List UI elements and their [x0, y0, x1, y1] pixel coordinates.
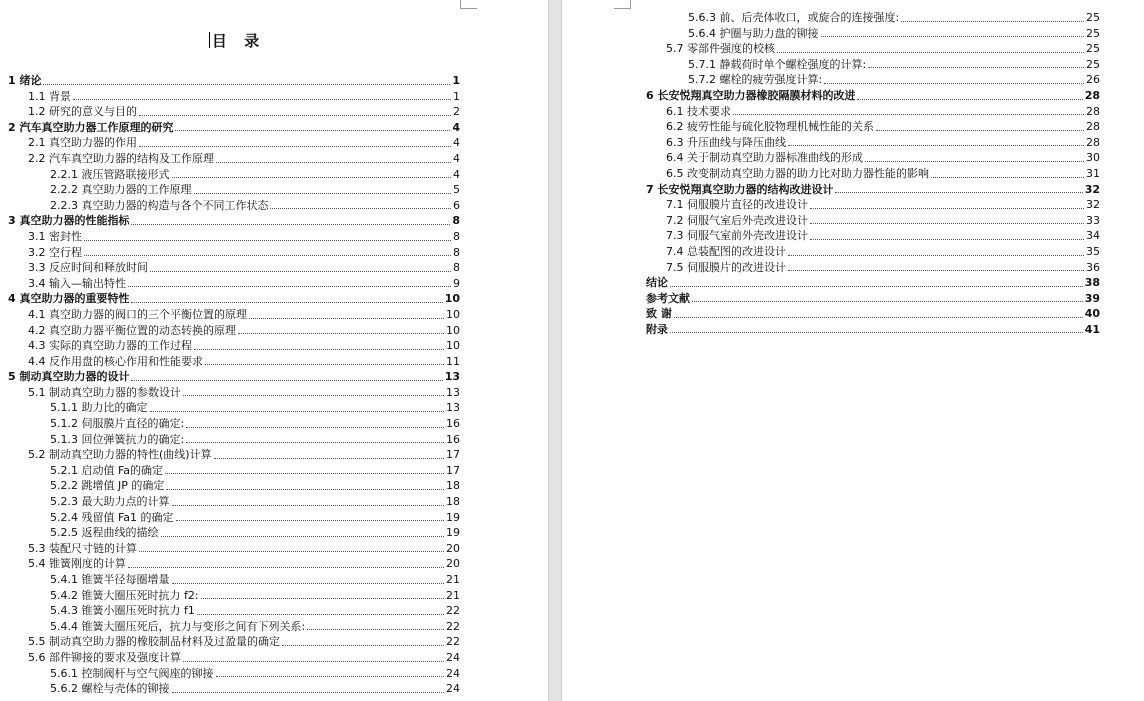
toc-entry[interactable] — [646, 306, 1100, 322]
toc-entry[interactable] — [646, 10, 1100, 26]
toc-entry-title: 5.6 部件铆接的要求及强度计算 — [28, 650, 181, 664]
toc-entry-title: 5.4.2 锥簧大圈压死时抗力 f2: — [50, 588, 199, 602]
toc-entry[interactable] — [646, 182, 1100, 198]
toc-page-number: 30 — [1086, 151, 1100, 165]
toc-dot-leader — [810, 222, 1084, 224]
toc-dot-leader — [205, 363, 444, 365]
toc-page-number: 22 — [446, 604, 460, 618]
toc-dot-leader — [201, 597, 444, 599]
toc-page-number: 2 — [453, 105, 460, 119]
toc-page-number: 25 — [1086, 11, 1100, 24]
toc-entry[interactable] — [646, 41, 1100, 57]
toc-entry[interactable] — [8, 167, 460, 183]
toc-entry[interactable] — [8, 541, 460, 557]
toc-page-number: 24 — [446, 682, 460, 696]
toc-dot-leader — [238, 332, 444, 334]
toc-page-number: 13 — [446, 385, 460, 399]
toc-page-number: 4 — [453, 167, 460, 181]
page-corner-mark — [614, 0, 631, 9]
toc-page-number: 18 — [446, 495, 460, 509]
toc-entry[interactable] — [8, 323, 460, 339]
toc-entry[interactable] — [8, 385, 460, 401]
toc-entry-title: 5.5 制动真空助力器的橡胶制品材料及过盈量的确定 — [28, 635, 280, 649]
toc-entry-title: 6 长安悦翔真空助力器橡胶隔膜材料的改进 — [646, 88, 856, 102]
toc-entry[interactable] — [8, 245, 460, 261]
toc-page-number: 4 — [453, 136, 460, 150]
toc-entry-title: 5.2 制动真空助力器的特性(曲线)计算 — [28, 448, 212, 462]
toc-entry-title: 7.5 伺服膜片的改进设计 — [666, 260, 786, 274]
toc-entry-title: 6.4 关于制动真空助力器标准曲线的形成 — [666, 151, 863, 165]
toc-dot-leader — [166, 488, 444, 490]
toc-entry-title: 6.2 疲劳性能与硫化胶物理机械性能的关系 — [666, 120, 874, 134]
toc-entry-title: 7.4 总装配图的改进设计 — [666, 244, 786, 258]
toc-entry[interactable] — [8, 416, 460, 432]
toc-entry[interactable] — [646, 213, 1100, 229]
toc-dot-leader — [835, 191, 1082, 193]
toc-entry[interactable] — [8, 89, 460, 105]
toc-page-number: 9 — [453, 276, 460, 290]
toc-entry[interactable] — [8, 650, 460, 666]
toc-page-number: 18 — [446, 479, 460, 493]
toc-page-number: 19 — [446, 526, 460, 540]
toc-entry-title: 5.4.4 锥簧大圈压死后，抗力与变形之间有下列关系: — [50, 619, 306, 633]
toc-dot-leader — [249, 317, 444, 319]
toc-page-number: 25 — [1086, 26, 1100, 40]
toc-dot-leader — [865, 160, 1084, 162]
toc-entry-title: 2.2.2 真空助力器的工作原理 — [50, 183, 192, 197]
toc-dot-leader — [788, 269, 1084, 271]
toc-dot-leader — [214, 457, 444, 459]
toc-dot-leader — [197, 613, 444, 615]
toc-page-number: 10 — [446, 307, 460, 321]
toc-entry[interactable] — [646, 244, 1100, 260]
toc-entry-title: 2 汽车真空助力器工作原理的研究 — [8, 120, 174, 134]
text-cursor — [209, 32, 210, 48]
toc-entry-title: 5.1.2 伺服膜片直径的确定: — [50, 417, 185, 431]
toc-page-number: 38 — [1084, 276, 1100, 290]
toc-page-number: 8 — [453, 229, 460, 243]
toc-entry-title: 4 真空助力器的重要特性 — [8, 292, 130, 306]
toc-dot-leader — [282, 644, 444, 646]
toc-dot-leader — [857, 98, 1082, 100]
toc-entry-title: 结论 — [646, 276, 668, 290]
toc-entry-title: 5.2.5 返程曲线的描绘 — [50, 526, 159, 540]
document-page-right — [562, 0, 1144, 701]
toc-dot-leader — [150, 270, 451, 272]
toc-page-number: 4 — [452, 120, 460, 134]
toc-entry[interactable] — [646, 150, 1100, 166]
toc-entry-title: 5.2.1 启动值 Fa的确定 — [50, 463, 164, 477]
toc-dot-leader — [824, 82, 1084, 84]
toc-entry[interactable] — [646, 72, 1100, 88]
toc-dot-leader — [216, 161, 451, 163]
toc-page-number: 6 — [453, 198, 460, 212]
toc-dot-leader — [194, 348, 444, 350]
toc-entry[interactable] — [8, 447, 460, 463]
toc-entry-title: 6.1 技术要求 — [666, 104, 731, 118]
toc-dot-leader — [139, 550, 444, 552]
toc-entry[interactable] — [8, 338, 460, 354]
toc-page-number: 10 — [444, 292, 460, 306]
toc-entry[interactable] — [8, 510, 460, 526]
toc-page-number: 8 — [452, 214, 460, 228]
toc-page-number: 17 — [446, 448, 460, 462]
toc-page-number: 32 — [1086, 198, 1100, 212]
toc-entry-title: 5.7 零部件强度的校核 — [666, 42, 775, 56]
toc-entry-title: 6.3 升压曲线与降压曲线 — [666, 135, 786, 149]
toc-dot-leader — [139, 114, 451, 116]
toc-dot-leader — [194, 192, 452, 194]
toc-entry[interactable] — [8, 588, 460, 604]
toc-entry-title: 附录 — [646, 322, 668, 336]
toc-entry-title: 1.2 研究的意义与目的 — [28, 105, 137, 119]
toc-entry[interactable] — [8, 104, 460, 120]
toc-entry[interactable] — [8, 556, 460, 572]
toc-entry[interactable] — [8, 229, 460, 245]
toc-page-number: 11 — [446, 354, 460, 368]
toc-dot-leader — [172, 176, 452, 178]
toc-page-number: 22 — [446, 635, 460, 649]
toc-entry-title: 5.4.1 锥簧半径每圈增量 — [50, 573, 170, 586]
toc-dot-leader — [270, 207, 451, 209]
toc-page-number: 16 — [446, 417, 460, 431]
toc-page-number: 10 — [446, 339, 460, 353]
toc-entry[interactable] — [8, 478, 460, 494]
toc-entry-title: 5.1 制动真空助力器的参数设计 — [28, 385, 181, 399]
toc-entry-title: 5.3 装配尺寸链的计算 — [28, 541, 137, 555]
toc-entry[interactable] — [8, 198, 460, 214]
toc-dot-leader — [670, 285, 1083, 287]
toc-page-number: 20 — [446, 557, 460, 571]
toc-entry-title: 5.6.2 螺栓与壳体的铆接 — [50, 682, 170, 696]
toc-entry[interactable] — [8, 213, 460, 229]
toc-dot-leader — [84, 254, 451, 256]
toc-dot-leader — [172, 582, 445, 584]
toc-entry-title: 5.6.3 前、后壳体收口，或旋合的连接强度: — [688, 11, 900, 24]
toc-entry-title: 5.4.3 锥簧小圈压死时抗力 f1 — [50, 604, 195, 618]
toc-entry[interactable] — [8, 666, 460, 682]
toc-dot-leader — [216, 675, 445, 677]
toc-page-number: 36 — [1086, 260, 1100, 274]
toc-page-number: 8 — [453, 245, 460, 259]
toc-entry-title: 4.2 真空助力器平衡位置的动态转换的原理 — [28, 323, 236, 337]
toc-entry-title: 2.2 汽车真空助力器的结构及工作原理 — [28, 151, 214, 165]
toc-dot-leader — [175, 129, 450, 131]
toc-dot-leader — [307, 628, 444, 630]
toc-entry-title: 致 谢 — [646, 307, 672, 321]
toc-dot-leader — [139, 145, 451, 147]
toc-entry[interactable] — [8, 432, 460, 448]
toc-entry-title: 6.5 改变制动真空助力器的助力比对助力器性能的影响 — [666, 166, 929, 180]
toc-entry[interactable] — [8, 120, 460, 136]
toc-dot-leader — [674, 316, 1083, 318]
toc-page-number: 28 — [1086, 120, 1100, 134]
toc-entry[interactable] — [646, 166, 1100, 182]
toc-entry-title: 5.1.1 助力比的确定 — [50, 401, 148, 415]
toc-entry-title: 参考文献 — [646, 291, 690, 305]
toc-dot-leader — [901, 20, 1084, 22]
toc-title[interactable]: 目 录 — [211, 32, 266, 50]
toc-entry[interactable] — [8, 151, 460, 167]
toc-entry-title: 5.6.1 控制阀杆与空气阀座的铆接 — [50, 666, 214, 680]
toc-entry[interactable] — [646, 322, 1100, 338]
toc-dot-leader — [183, 660, 444, 662]
toc-entry[interactable] — [8, 354, 460, 370]
toc-entry-title: 7 长安悦翔真空助力器的结构改进设计 — [646, 182, 834, 196]
toc-list-left — [8, 73, 460, 697]
toc-entry[interactable] — [646, 57, 1100, 73]
toc-dot-leader — [777, 51, 1084, 53]
toc-page-number: 1 — [452, 74, 460, 87]
toc-entry[interactable] — [8, 525, 460, 541]
toc-entry[interactable] — [8, 276, 460, 292]
toc-page-number: 8 — [453, 261, 460, 275]
toc-entry-title: 5.7.1 静载荷时单个螺栓强度的计算: — [688, 57, 867, 71]
toc-entry-title: 3.3 反应时间和释放时间 — [28, 261, 148, 275]
toc-page-number: 21 — [446, 588, 460, 602]
toc-entry[interactable] — [646, 197, 1100, 213]
toc-page-number: 13 — [444, 370, 460, 384]
toc-entry[interactable] — [8, 307, 460, 323]
toc-entry-title: 7.1 伺服膜片直径的改进设计 — [666, 198, 808, 212]
toc-entry-title: 7.2 伺服气室后外壳改进设计 — [666, 213, 808, 227]
toc-page-number: 1 — [453, 89, 460, 103]
toc-dot-leader — [931, 176, 1084, 178]
toc-entry[interactable] — [8, 494, 460, 510]
toc-title-wrap — [0, 30, 474, 51]
toc-dot-leader — [733, 113, 1084, 115]
toc-page-number: 41 — [1084, 322, 1100, 336]
toc-dot-leader — [788, 254, 1084, 256]
toc-dot-leader — [868, 66, 1084, 68]
toc-page-number: 33 — [1086, 213, 1100, 227]
toc-dot-leader — [810, 238, 1084, 240]
toc-dot-leader — [131, 379, 442, 381]
toc-page-number: 10 — [446, 323, 460, 337]
toc-entry-title: 5.2.4 残留值 Fa1 的确定 — [50, 510, 174, 524]
toc-dot-leader — [165, 472, 444, 474]
toc-dot-leader — [810, 207, 1084, 209]
toc-entry[interactable] — [8, 291, 460, 307]
toc-entry-title: 4.1 真空助力器的阀口的三个平衡位置的原理 — [28, 307, 247, 321]
page-corner-mark — [460, 0, 477, 9]
toc-entry[interactable] — [646, 228, 1100, 244]
toc-dot-leader — [186, 441, 444, 443]
toc-dot-leader — [150, 410, 445, 412]
toc-page-number: 25 — [1086, 57, 1100, 71]
toc-dot-leader — [43, 83, 450, 85]
toc-page-number: 24 — [446, 650, 460, 664]
toc-entry[interactable] — [8, 681, 460, 697]
toc-entry-title: 3.4 输入—输出特性 — [28, 276, 126, 290]
toc-entry[interactable] — [646, 26, 1100, 42]
toc-entry[interactable] — [646, 260, 1100, 276]
toc-entry-title: 1.1 背景 — [28, 89, 71, 103]
toc-page-number: 40 — [1084, 307, 1100, 321]
toc-entry[interactable] — [8, 572, 460, 588]
toc-entry[interactable] — [646, 104, 1100, 120]
toc-page-number: 28 — [1084, 88, 1100, 102]
toc-entry[interactable] — [646, 291, 1100, 307]
toc-page-number: 17 — [446, 463, 460, 477]
toc-entry-title: 5 制动真空助力器的设计 — [8, 370, 130, 384]
toc-page-number: 19 — [446, 510, 460, 524]
toc-dot-leader — [788, 144, 1084, 146]
toc-entry-title: 4.3 实际的真空助力器的工作过程 — [28, 339, 192, 353]
toc-page-number: 31 — [1086, 166, 1100, 180]
toc-dot-leader — [128, 285, 451, 287]
toc-page-number: 20 — [446, 541, 460, 555]
toc-entry[interactable] — [646, 135, 1100, 151]
toc-entry-title: 5.1.3 回位弹簧抗力的确定: — [50, 432, 185, 446]
toc-page-number: 28 — [1086, 135, 1100, 149]
toc-entry[interactable] — [8, 603, 460, 619]
toc-dot-leader — [161, 535, 445, 537]
toc-entry[interactable] — [8, 400, 460, 416]
toc-entry-title: 7.3 伺服气室前外壳改进设计 — [666, 229, 808, 243]
toc-entry[interactable] — [8, 619, 460, 635]
toc-entry[interactable] — [646, 88, 1100, 104]
toc-page-number: 25 — [1086, 42, 1100, 56]
toc-dot-leader — [73, 98, 451, 100]
toc-entry-title: 3.2 空行程 — [28, 245, 82, 259]
toc-entry[interactable] — [8, 260, 460, 276]
toc-entry[interactable] — [646, 275, 1100, 291]
toc-dot-leader — [821, 35, 1085, 37]
toc-page-number: 24 — [446, 666, 460, 680]
toc-dot-leader — [128, 566, 444, 568]
toc-page-number: 28 — [1086, 104, 1100, 118]
toc-entry-title: 5.6.4 护圈与助力盘的铆接 — [688, 26, 819, 40]
toc-page-number: 34 — [1086, 229, 1100, 243]
toc-dot-leader — [176, 519, 444, 521]
toc-dot-leader — [131, 223, 450, 225]
toc-entry[interactable] — [8, 73, 460, 89]
toc-entry[interactable] — [8, 135, 460, 151]
toc-entry[interactable] — [8, 463, 460, 479]
toc-entry-title: 2.2.1 液压管路联接形式 — [50, 167, 170, 181]
toc-dot-leader — [84, 239, 451, 241]
toc-entry-title: 5.7.2 螺栓的疲劳强度计算: — [688, 73, 823, 87]
toc-entry-title: 2.2.3 真空助力器的构造与各个不同工作状态 — [50, 198, 269, 212]
toc-entry[interactable] — [646, 119, 1100, 135]
toc-entry[interactable] — [8, 634, 460, 650]
toc-page-number: 39 — [1084, 291, 1100, 305]
toc-dot-leader — [692, 300, 1083, 302]
toc-page-number: 26 — [1086, 73, 1100, 87]
toc-page-number: 21 — [446, 573, 460, 586]
toc-page-number: 13 — [446, 401, 460, 415]
toc-dot-leader — [186, 426, 444, 428]
toc-dot-leader — [172, 504, 445, 506]
toc-page-number: 5 — [453, 183, 460, 197]
page-gutter — [548, 0, 562, 701]
toc-dot-leader — [183, 394, 444, 396]
toc-page-number: 22 — [446, 619, 460, 633]
toc-entry-title: 5.2.3 最大助力点的计算 — [50, 495, 170, 509]
toc-entry-title: 4.4 反作用盘的核心作用和性能要求 — [28, 354, 203, 368]
toc-list-right — [646, 10, 1100, 337]
toc-dot-leader — [876, 129, 1084, 131]
toc-entry-title: 3.1 密封性 — [28, 229, 82, 243]
toc-page-number: 35 — [1086, 244, 1100, 258]
toc-dot-leader — [131, 301, 442, 303]
toc-entry-title: 5.2.2 跳增值 JP 的确定 — [50, 479, 165, 493]
toc-entry[interactable] — [8, 369, 460, 385]
toc-page-number: 32 — [1084, 182, 1100, 196]
toc-entry-title: 3 真空助力器的性能指标 — [8, 214, 130, 228]
toc-page-number: 16 — [446, 432, 460, 446]
document-page-left — [0, 0, 548, 701]
toc-entry[interactable] — [8, 182, 460, 198]
toc-entry-title: 2.1 真空助力器的作用 — [28, 136, 137, 150]
toc-dot-leader — [670, 331, 1083, 333]
toc-page-number: 4 — [453, 151, 460, 165]
toc-dot-leader — [172, 691, 445, 693]
toc-entry-title: 1 绪论 — [8, 74, 42, 87]
toc-entry-title: 5.4 锥簧刚度的计算 — [28, 557, 126, 571]
